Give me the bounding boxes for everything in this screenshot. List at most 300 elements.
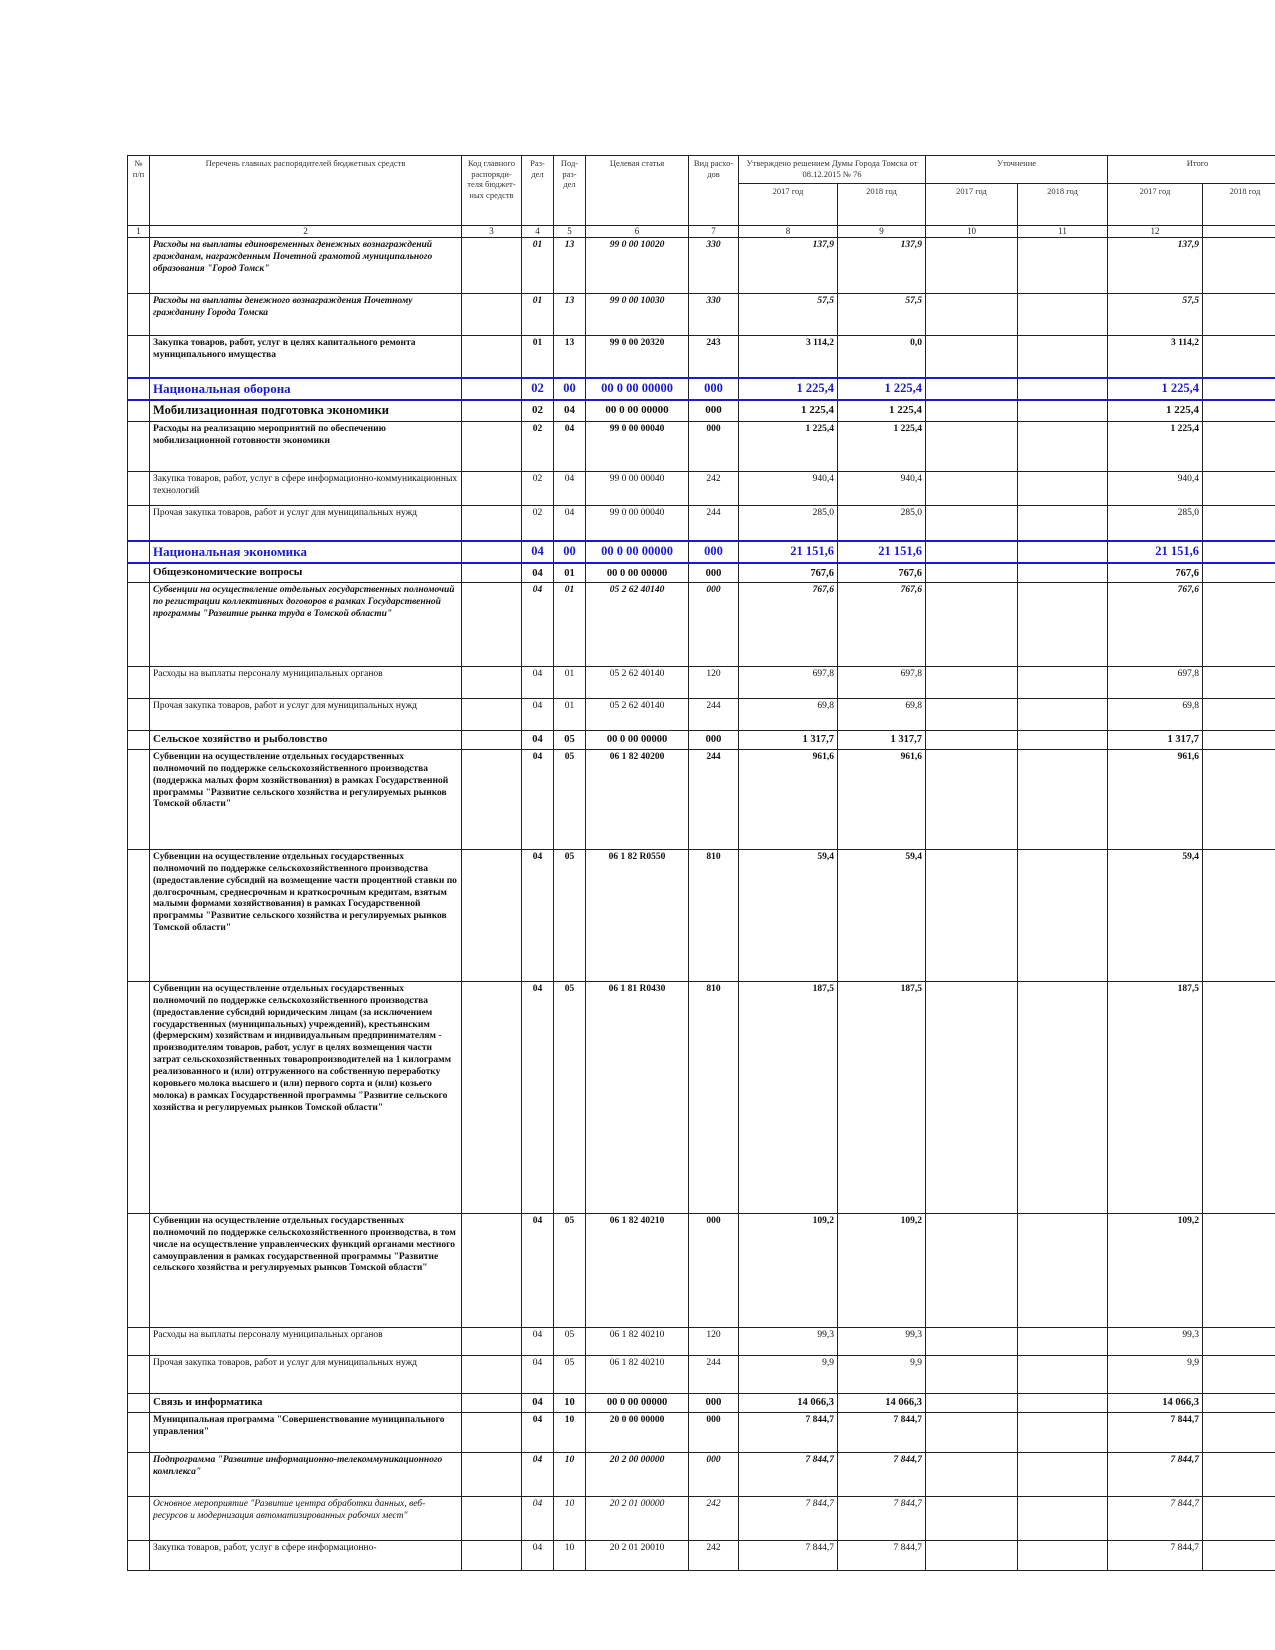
row-podrazdel: 05 [554, 749, 586, 849]
row-vid: 000 [689, 1213, 739, 1327]
header-total-2018: 2018 год [1203, 184, 1275, 226]
row-num-cell [128, 583, 150, 667]
row-vid: 810 [689, 981, 739, 1213]
row-clar-2018 [1018, 749, 1108, 849]
row-approved-2018: 57,5 [838, 294, 926, 336]
row-clar-2018 [1018, 981, 1108, 1213]
row-total-2017: 69,8 [1108, 699, 1203, 731]
row-clar-2018 [1018, 378, 1108, 400]
row-total-2017: 3 114,2 [1108, 336, 1203, 378]
row-total-2017: 187,5 [1108, 981, 1203, 1213]
row-total-2018 [1203, 731, 1275, 750]
row-code [462, 505, 522, 541]
row-razdel: 04 [522, 583, 554, 667]
row-approved-2018: 7 844,7 [838, 1452, 926, 1496]
row-target: 99 0 00 20320 [586, 336, 689, 378]
row-num-cell [128, 1213, 150, 1327]
header-approved: Утверждено решением Думы Города Томска от 08.12.2015 № 76 [739, 156, 926, 184]
row-total-2018 [1203, 1412, 1275, 1452]
row-clar-2017 [926, 849, 1018, 981]
header-clarification: Уточнение [926, 156, 1108, 184]
row-approved-2018: 109,2 [838, 1213, 926, 1327]
row-approved-2018: 697,8 [838, 667, 926, 699]
row-num-cell [128, 749, 150, 849]
row-approved-2018: 99,3 [838, 1327, 926, 1355]
row-vid: 810 [689, 849, 739, 981]
row-code [462, 421, 522, 471]
row-approved-2017: 14 066,3 [739, 1393, 838, 1412]
row-vid: 000 [689, 731, 739, 750]
table-row [128, 1412, 1275, 1452]
row-approved-2017: 767,6 [739, 583, 838, 667]
row-code [462, 731, 522, 750]
row-num-cell [128, 1327, 150, 1355]
row-code [462, 1355, 522, 1393]
row-target: 06 1 81 R0430 [586, 981, 689, 1213]
row-total-2017: 7 844,7 [1108, 1412, 1203, 1452]
row-name: Муниципальная программа "Совершенствование муниципального управления" [150, 1412, 462, 1452]
table-row [128, 667, 1275, 699]
table-row [128, 699, 1275, 731]
row-vid: 330 [689, 294, 739, 336]
row-num-cell [128, 1355, 150, 1393]
row-clar-2018 [1018, 1393, 1108, 1412]
row-num-cell [128, 294, 150, 336]
row-approved-2018: 1 225,4 [838, 421, 926, 471]
row-approved-2018: 7 844,7 [838, 1412, 926, 1452]
row-approved-2018: 767,6 [838, 583, 926, 667]
row-code [462, 563, 522, 582]
row-clar-2017 [926, 336, 1018, 378]
row-vid: 000 [689, 583, 739, 667]
col-number: 9 [838, 226, 926, 238]
row-clar-2018 [1018, 1540, 1108, 1570]
row-vid: 242 [689, 1540, 739, 1570]
row-name: Национальная оборона [150, 378, 462, 400]
row-razdel: 04 [522, 981, 554, 1213]
row-approved-2017: 9,9 [739, 1355, 838, 1393]
column-numbers-row [128, 226, 1275, 238]
row-vid: 244 [689, 749, 739, 849]
row-razdel: 04 [522, 699, 554, 731]
row-podrazdel: 10 [554, 1540, 586, 1570]
row-approved-2018: 69,8 [838, 699, 926, 731]
row-razdel: 04 [522, 1355, 554, 1393]
row-target: 20 0 00 00000 [586, 1412, 689, 1452]
row-code [462, 400, 522, 421]
row-clar-2018 [1018, 563, 1108, 582]
row-clar-2018 [1018, 849, 1108, 981]
row-name: Субвенции на осуществление отдельных государственных полномочий по поддержке сельскохозяйственного производства (предоставление субсидий юридическим лицам (за исключением государственных (муниципальных) учреждений), крестьянским (фермерским) хозяйствам и индивидуальным предпринимателям - производителям товаров, работ, услуг в целях возмещения части затрат сельскохозяйственных товаропроизводителей на 1 килограмм реализованного и (или) отгруженного на собственную переработку коровьего молока высшего и (или) первого сорта и (или) козьего молока) в рамках Государственной программы "Развитие сельского хозяйства и регулируемых рынков Томской области" [150, 981, 462, 1213]
row-total-2017: 1 225,4 [1108, 378, 1203, 400]
row-target: 05 2 62 40140 [586, 667, 689, 699]
row-code [462, 294, 522, 336]
col-number: 6 [586, 226, 689, 238]
table-row [128, 583, 1275, 667]
row-total-2018 [1203, 505, 1275, 541]
row-total-2017: 7 844,7 [1108, 1540, 1203, 1570]
row-podrazdel: 01 [554, 583, 586, 667]
header-code: Код главного распоряди-теля бюджет-ных средств [462, 156, 522, 226]
table-row [128, 400, 1275, 421]
table-row [128, 378, 1275, 400]
row-total-2017: 961,6 [1108, 749, 1203, 849]
budget-table [127, 155, 1275, 1571]
row-target: 20 2 01 20010 [586, 1540, 689, 1570]
row-razdel: 04 [522, 1327, 554, 1355]
row-total-2018 [1203, 981, 1275, 1213]
row-name: Прочая закупка товаров, работ и услуг для муниципальных нужд [150, 699, 462, 731]
table-row [128, 471, 1275, 505]
col-number: 5 [554, 226, 586, 238]
row-num-cell [128, 378, 150, 400]
row-total-2018 [1203, 541, 1275, 563]
row-total-2018 [1203, 749, 1275, 849]
row-approved-2017: 7 844,7 [739, 1412, 838, 1452]
row-podrazdel: 10 [554, 1393, 586, 1412]
row-name: Основное мероприятие "Развитие центра обработки данных, веб-ресурсов и модернизация автоматизированных рабочих мест" [150, 1496, 462, 1540]
row-total-2017: 1 225,4 [1108, 421, 1203, 471]
row-code [462, 471, 522, 505]
row-approved-2018: 0,0 [838, 336, 926, 378]
row-vid: 000 [689, 400, 739, 421]
row-clar-2017 [926, 505, 1018, 541]
table-row [128, 1327, 1275, 1355]
row-total-2017: 767,6 [1108, 563, 1203, 582]
row-razdel: 02 [522, 400, 554, 421]
table-row [128, 505, 1275, 541]
row-clar-2018 [1018, 1355, 1108, 1393]
row-podrazdel: 00 [554, 541, 586, 563]
col-number: 7 [689, 226, 739, 238]
row-code [462, 378, 522, 400]
row-clar-2017 [926, 1393, 1018, 1412]
row-clar-2017 [926, 563, 1018, 582]
row-clar-2017 [926, 1496, 1018, 1540]
row-clar-2018 [1018, 731, 1108, 750]
row-total-2018 [1203, 400, 1275, 421]
row-clar-2018 [1018, 1327, 1108, 1355]
col-number: 4 [522, 226, 554, 238]
row-name: Расходы на выплаты денежного вознаграждения Почетному гражданину Города Томска [150, 294, 462, 336]
row-razdel: 02 [522, 505, 554, 541]
row-podrazdel: 13 [554, 294, 586, 336]
row-total-2018 [1203, 849, 1275, 981]
row-podrazdel: 10 [554, 1496, 586, 1540]
row-total-2017: 21 151,6 [1108, 541, 1203, 563]
row-razdel: 04 [522, 849, 554, 981]
row-total-2017: 285,0 [1108, 505, 1203, 541]
row-vid: 242 [689, 1496, 739, 1540]
row-vid: 000 [689, 378, 739, 400]
row-total-2017: 59,4 [1108, 849, 1203, 981]
row-approved-2018: 7 844,7 [838, 1540, 926, 1570]
row-razdel: 02 [522, 471, 554, 505]
row-vid: 244 [689, 505, 739, 541]
row-code [462, 749, 522, 849]
row-total-2017: 99,3 [1108, 1327, 1203, 1355]
row-approved-2017: 187,5 [739, 981, 838, 1213]
row-name: Расходы на реализацию мероприятий по обеспечению мобилизационной готовности экономики [150, 421, 462, 471]
row-razdel: 04 [522, 1540, 554, 1570]
row-target: 00 0 00 00000 [586, 378, 689, 400]
row-name: Закупка товаров, работ, услуг в целях капитального ремонта муниципального имущества [150, 336, 462, 378]
row-approved-2017: 59,4 [739, 849, 838, 981]
row-approved-2017: 7 844,7 [739, 1496, 838, 1540]
row-num-cell [128, 667, 150, 699]
row-podrazdel: 10 [554, 1412, 586, 1452]
row-clar-2018 [1018, 505, 1108, 541]
row-razdel: 04 [522, 1412, 554, 1452]
row-podrazdel: 01 [554, 667, 586, 699]
row-razdel: 04 [522, 541, 554, 563]
row-total-2018 [1203, 699, 1275, 731]
row-target: 99 0 00 00040 [586, 421, 689, 471]
row-approved-2017: 1 317,7 [739, 731, 838, 750]
table-row [128, 731, 1275, 750]
table-row [128, 294, 1275, 336]
row-target: 00 0 00 00000 [586, 1393, 689, 1412]
row-clar-2017 [926, 471, 1018, 505]
row-target: 05 2 62 40140 [586, 699, 689, 731]
header-clar-2018: 2018 год [1018, 184, 1108, 226]
table-row [128, 1355, 1275, 1393]
row-total-2017: 1 225,4 [1108, 400, 1203, 421]
row-approved-2018: 285,0 [838, 505, 926, 541]
header-num: № п/п [128, 156, 150, 226]
row-podrazdel: 04 [554, 421, 586, 471]
row-vid: 120 [689, 1327, 739, 1355]
row-podrazdel: 05 [554, 1355, 586, 1393]
row-clar-2018 [1018, 583, 1108, 667]
row-clar-2017 [926, 583, 1018, 667]
row-code [462, 1452, 522, 1496]
row-approved-2017: 109,2 [739, 1213, 838, 1327]
row-num-cell [128, 1393, 150, 1412]
header-vid: Вид расхо-дов [689, 156, 739, 226]
header-total-2017: 2017 год [1108, 184, 1203, 226]
row-podrazdel: 05 [554, 849, 586, 981]
row-num-cell [128, 238, 150, 294]
row-podrazdel: 04 [554, 505, 586, 541]
header-clar-2017: 2017 год [926, 184, 1018, 226]
table-row [128, 1496, 1275, 1540]
row-num-cell [128, 400, 150, 421]
row-name: Расходы на выплаты персоналу муниципальных органов [150, 667, 462, 699]
header-approved-2017: 2017 год [739, 184, 838, 226]
row-razdel: 01 [522, 294, 554, 336]
col-number: 3 [462, 226, 522, 238]
row-approved-2018: 940,4 [838, 471, 926, 505]
row-num-cell [128, 541, 150, 563]
row-target: 00 0 00 00000 [586, 563, 689, 582]
row-target: 20 2 01 00000 [586, 1496, 689, 1540]
budget-sheet [127, 155, 1275, 1650]
header-podrazdel: Под-раз-дел [554, 156, 586, 226]
row-name: Субвенции на осуществление отдельных государственных полномочий по регистрации коллективных договоров в рамках Государственной программы "Развитие рынка труда в Томской области" [150, 583, 462, 667]
table-body [128, 238, 1275, 1570]
table-row [128, 981, 1275, 1213]
row-clar-2017 [926, 1452, 1018, 1496]
row-clar-2018 [1018, 1452, 1108, 1496]
row-podrazdel: 13 [554, 336, 586, 378]
row-code [462, 336, 522, 378]
col-number [1203, 226, 1275, 238]
row-approved-2018: 59,4 [838, 849, 926, 981]
row-clar-2017 [926, 421, 1018, 471]
col-number: 11 [1018, 226, 1108, 238]
row-target: 06 1 82 40210 [586, 1213, 689, 1327]
table-row [128, 1393, 1275, 1412]
row-approved-2018: 14 066,3 [838, 1393, 926, 1412]
row-total-2017: 14 066,3 [1108, 1393, 1203, 1412]
row-name: Закупка товаров, работ, услуг в сфере информационно-коммуникационных технологий [150, 471, 462, 505]
row-total-2018 [1203, 1355, 1275, 1393]
row-code [462, 583, 522, 667]
row-total-2017: 109,2 [1108, 1213, 1203, 1327]
row-name: Расходы на выплаты единовременных денежных вознаграждений гражданам, награжденным Почетной грамотой муниципального образования "Город Томск" [150, 238, 462, 294]
row-approved-2017: 3 114,2 [739, 336, 838, 378]
row-num-cell [128, 1412, 150, 1452]
header-target: Целевая статья [586, 156, 689, 226]
table-row [128, 421, 1275, 471]
row-approved-2017: 7 844,7 [739, 1540, 838, 1570]
col-number: 2 [150, 226, 462, 238]
row-approved-2017: 940,4 [739, 471, 838, 505]
table-row [128, 849, 1275, 981]
row-podrazdel: 00 [554, 378, 586, 400]
row-vid: 000 [689, 541, 739, 563]
row-approved-2018: 137,9 [838, 238, 926, 294]
row-name: Национальная экономика [150, 541, 462, 563]
row-approved-2018: 1 225,4 [838, 378, 926, 400]
row-total-2018 [1203, 336, 1275, 378]
row-total-2018 [1203, 1213, 1275, 1327]
row-vid: 120 [689, 667, 739, 699]
row-clar-2018 [1018, 400, 1108, 421]
row-target: 06 1 82 40210 [586, 1327, 689, 1355]
table-row [128, 336, 1275, 378]
row-approved-2018: 1 225,4 [838, 400, 926, 421]
col-number: 8 [739, 226, 838, 238]
row-clar-2018 [1018, 294, 1108, 336]
row-podrazdel: 13 [554, 238, 586, 294]
row-podrazdel: 05 [554, 1213, 586, 1327]
row-total-2018 [1203, 667, 1275, 699]
row-approved-2017: 1 225,4 [739, 378, 838, 400]
row-approved-2017: 1 225,4 [739, 400, 838, 421]
row-target: 06 1 82 40210 [586, 1355, 689, 1393]
row-razdel: 02 [522, 378, 554, 400]
row-approved-2017: 7 844,7 [739, 1452, 838, 1496]
row-target: 00 0 00 00000 [586, 731, 689, 750]
row-total-2018 [1203, 1393, 1275, 1412]
row-clar-2018 [1018, 336, 1108, 378]
row-clar-2018 [1018, 541, 1108, 563]
row-num-cell [128, 563, 150, 582]
row-approved-2018: 187,5 [838, 981, 926, 1213]
row-clar-2017 [926, 238, 1018, 294]
row-total-2017: 7 844,7 [1108, 1452, 1203, 1496]
row-target: 99 0 00 00040 [586, 471, 689, 505]
row-name: Связь и информатика [150, 1393, 462, 1412]
row-clar-2017 [926, 378, 1018, 400]
row-target: 99 0 00 10020 [586, 238, 689, 294]
table-row [128, 238, 1275, 294]
row-num-cell [128, 1452, 150, 1496]
row-razdel: 02 [522, 421, 554, 471]
header-total: Итого [1108, 156, 1275, 184]
row-target: 00 0 00 00000 [586, 400, 689, 421]
row-clar-2017 [926, 1540, 1018, 1570]
row-approved-2017: 767,6 [739, 563, 838, 582]
row-vid: 330 [689, 238, 739, 294]
row-num-cell [128, 981, 150, 1213]
row-approved-2017: 697,8 [739, 667, 838, 699]
row-clar-2018 [1018, 421, 1108, 471]
row-code [462, 849, 522, 981]
row-approved-2017: 99,3 [739, 1327, 838, 1355]
row-total-2018 [1203, 1327, 1275, 1355]
row-clar-2018 [1018, 471, 1108, 505]
row-name: Субвенции на осуществление отдельных государственных полномочий по поддержке сельскохозяйственного производства (поддержка малых форм хозяйствования) в рамках Государственной программы "Развитие сельского хозяйства и регулируемых рынков Томской области" [150, 749, 462, 849]
row-code [462, 1327, 522, 1355]
row-vid: 000 [689, 421, 739, 471]
row-razdel: 04 [522, 731, 554, 750]
row-approved-2017: 1 225,4 [739, 421, 838, 471]
row-clar-2017 [926, 294, 1018, 336]
row-approved-2017: 57,5 [739, 294, 838, 336]
row-approved-2018: 1 317,7 [838, 731, 926, 750]
row-target: 00 0 00 00000 [586, 541, 689, 563]
row-clar-2017 [926, 981, 1018, 1213]
row-approved-2018: 7 844,7 [838, 1496, 926, 1540]
row-vid: 000 [689, 1412, 739, 1452]
row-clar-2017 [926, 749, 1018, 849]
row-vid: 000 [689, 1452, 739, 1496]
row-podrazdel: 05 [554, 731, 586, 750]
row-clar-2018 [1018, 699, 1108, 731]
row-target: 20 2 00 00000 [586, 1452, 689, 1496]
row-razdel: 04 [522, 1213, 554, 1327]
row-razdel: 01 [522, 336, 554, 378]
col-number: 10 [926, 226, 1018, 238]
row-name: Закупка товаров, работ, услуг в сфере информационно- [150, 1540, 462, 1570]
header-name: Перечень главных распорядителей бюджетных средств [150, 156, 462, 226]
row-total-2018 [1203, 1452, 1275, 1496]
row-podrazdel: 04 [554, 400, 586, 421]
row-approved-2017: 21 151,6 [739, 541, 838, 563]
row-razdel: 01 [522, 238, 554, 294]
row-name: Прочая закупка товаров, работ и услуг для муниципальных нужд [150, 1355, 462, 1393]
row-num-cell [128, 336, 150, 378]
row-clar-2017 [926, 1355, 1018, 1393]
row-target: 06 1 82 R0550 [586, 849, 689, 981]
row-approved-2018: 9,9 [838, 1355, 926, 1393]
row-num-cell [128, 505, 150, 541]
row-clar-2017 [926, 1327, 1018, 1355]
row-razdel: 04 [522, 563, 554, 582]
row-target: 99 0 00 00040 [586, 505, 689, 541]
row-clar-2017 [926, 1213, 1018, 1327]
row-total-2018 [1203, 471, 1275, 505]
table-header [128, 156, 1275, 238]
row-total-2018 [1203, 583, 1275, 667]
row-approved-2018: 21 151,6 [838, 541, 926, 563]
row-clar-2017 [926, 731, 1018, 750]
col-number: 12 [1108, 226, 1203, 238]
table-row [128, 1213, 1275, 1327]
